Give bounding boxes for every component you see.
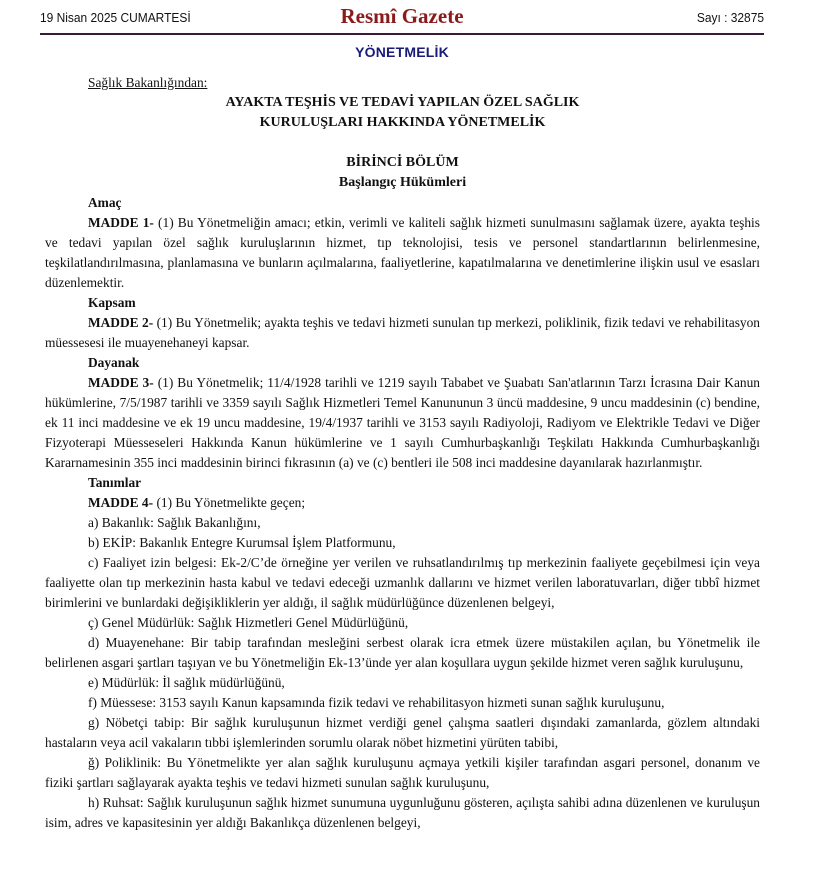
definition-item: a) Bakanlık: Sağlık Bakanlığını, (88, 515, 261, 530)
definition-item: f) Müessese: 3153 sayılı Kanun kapsamında fizik tedavi ve rehabilitasyon hizmeti sunan sağlık kuruluşunu, (88, 695, 665, 710)
article-text: (1) Bu Yönetmeliğin amacı; etkin, verimli ve kaliteli sağlık hizmeti sunulmasını sağlamak üzere, ayakta teşhis ve tedavi yapılan özel sağlık kuruluşlarının hizmet, tıp teknolojisi, tesis ve personel standartlarının belirlenmesine, teşkilatlandırılmasına, planlamasına ve bunların açılmalarına, faaliyetlerine, kapatılmalarına ve denetimlerine ilişkin usul ve esasları düzenlemektir. (45, 215, 760, 290)
definition-item: ğ) Poliklinik: Bu Yönetmelikte yer alan sağlık kuruluşunu açmaya yetkili kişiler tarafından asgari personel, donanım ve fiziki şartları sağlayarak ayakta teşhis ve tedavi hizmeti sunulan sağlık kuruluşunu, (45, 755, 760, 790)
article-text: (1) Bu Yönetmelik; ayakta teşhis ve tedavi hizmeti sunulan tıp merkezi, poliklinik, fizik tedavi ve rehabilitasyon müessesesi ile muayenehaneyi kapsar. (45, 315, 760, 350)
article-2 (45, 293, 760, 353)
article-paragraph (45, 493, 760, 513)
gazette-title: Resmî Gazete (340, 4, 464, 28)
article-heading: Amaç (88, 195, 122, 210)
article-label: MADDE 2- (88, 315, 154, 330)
article-heading: Dayanak (88, 355, 140, 370)
gazette-header (40, 0, 764, 35)
definition-item: e) Müdürlük: İl sağlık müdürlüğünü, (88, 675, 285, 690)
article-paragraph (45, 213, 760, 293)
definition-item: b) EKİP: Bakanlık Entegre Kurumsal İşlem Platformunu, (88, 535, 396, 550)
definition-item: g) Nöbetçi tabip: Bir sağlık kuruluşunun hizmet verdiği genel çalışma saatleri dışındaki zamanlarda, gözlem altındaki hastaların veya acil vakaların tıbbi işlemlerinden sorumlu olarak nöbet hizmetini yürüten tabibi, (45, 715, 760, 750)
article-heading: Tanımlar (88, 475, 142, 490)
chapter-subtitle: Başlangıç Hükümleri (338, 175, 467, 190)
article-heading: Kapsam (88, 295, 136, 310)
article-text: (1) Bu Yönetmelikte geçen; (153, 495, 306, 510)
issue-number: Sayı : 32875 (696, 10, 764, 25)
definition-item: ç) Genel Müdürlük: Sağlık Hizmetleri Genel Müdürlüğünü, (88, 615, 409, 630)
issue-date: 19 Nisan 2025 CUMARTESİ (40, 10, 191, 25)
issuing-ministry: Sağlık Bakanlığından: (88, 75, 208, 90)
article-label: MADDE 4- (88, 495, 154, 510)
article-paragraph (45, 373, 760, 473)
article-paragraph (45, 313, 760, 353)
article-3 (45, 353, 760, 473)
article-label: MADDE 3- (88, 375, 154, 390)
article-label: MADDE 1- (88, 215, 154, 230)
definition-item: h) Ruhsat: Sağlık kuruluşunun sağlık hizmet sunumuna uygunluğunu gösteren, açılışta sahibi adına düzenlenen ve kuruluşun isim, adres ve kapasitesinin yer aldığı Bakanlıkça düzenlenen belgeyi, (45, 795, 760, 830)
regulation-body (45, 73, 760, 833)
definition-item: d) Muayenehane: Bir tabip tarafından mesleğini serbest olarak icra etmek üzere müstakilen açılan, bu Yönetmelik ile belirlenen asgari şartları taşıyan ve bu Yönetmeliğin Ek-13’ünde yer alan koşullara uygun şekilde hizmet veren sağlık kuruluşunu, (45, 635, 760, 670)
section-type-heading: YÖNETMELİK (355, 44, 449, 60)
regulation-title-line-2: KURULUŞLARI HAKKINDA YÖNETMELİK (259, 115, 546, 130)
article-text: (1) Bu Yönetmelik; 11/4/1928 tarihli ve 1219 sayılı Tababet ve Şuabatı San'atlarının Tarzı İcrasına Dair Kanun hükümlerine, 7/5/1987 tarihli ve 3359 sayılı Sağlık Hizmetleri Temel Kanununun 3 üncü maddesine, 9 uncu maddesinin (c) bendine, ek 11 inci maddesine ve ek 19 uncu maddesine, 19/4/1937 tarihli ve 3153 sayılı Radiyoloji, Radiyom ve Elektrikle Tedavi ve Diğer Fizyoterapi Müesseseleri Hakkında Kanun hükümlerine ve 1 sayılı Cumhurbaşkanlığı Teşkilatı Hakkında Cumhurbaşkanlığı Kararnamesinin 355 inci maddesinin birinci fıkrasının (a) ve (c) bentleri ile 508 inci maddesine dayanılarak hazırlanmıştır. (45, 375, 760, 470)
regulation-title-line-1: AYAKTA TEŞHİS VE TEDAVİ YAPILAN ÖZEL SAĞLIK (225, 95, 580, 110)
definition-item: c) Faaliyet izin belgesi: Ek-2/C’de örneğine yer verilen ve ruhsatlandırılmış tıp merkezinin faaliyete geçebilmesi için veya faaliyette olan tıp merkezinin hasta kabul ve tedavi edeceği uzmanlık dallarını ve hizmet verilen laboratuvarları, diğer tıbbî hizmet birimlerini ve bunlardaki değişikliklerin yer aldığı, il sağlık müdürlüğünce düzenlenen belgeyi, (45, 555, 760, 610)
article-4 (45, 473, 760, 833)
chapter-heading: BİRİNCİ BÖLÜM (346, 155, 459, 170)
gazette-page (40, 0, 764, 60)
article-1 (45, 193, 760, 293)
